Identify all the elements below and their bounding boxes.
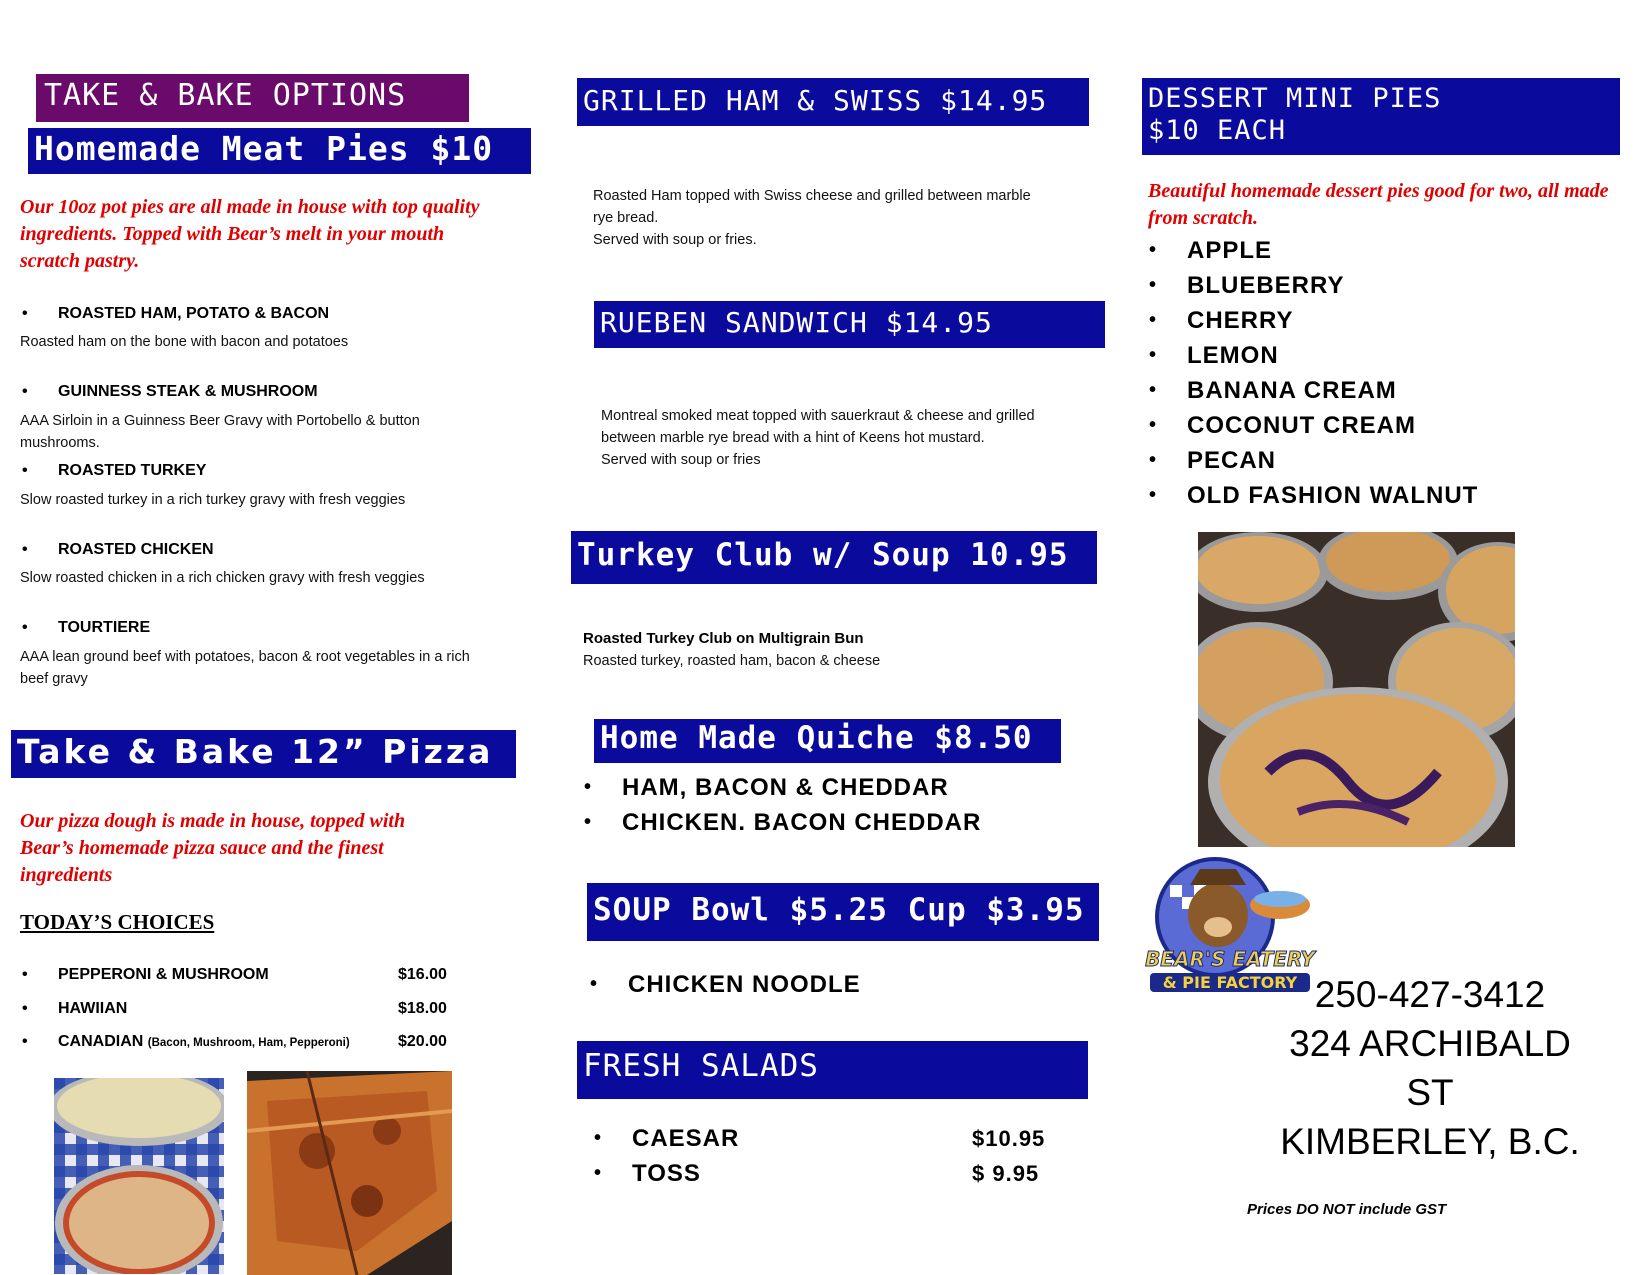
logo-text-2: & PIE FACTORY [1150, 973, 1310, 992]
mini-pies-icon [1198, 532, 1515, 847]
raw-pizzas-icon [54, 1078, 224, 1274]
meat-pies-intro: Our 10oz pot pies are all made in house with top quality ingredients. Topped with Bear’s melt in your mouth scratch pastry. [20, 196, 480, 272]
soup-banner [587, 883, 1099, 941]
dessert-intro: Beautiful homemade dessert pies good for two, all made from scratch. [1148, 180, 1609, 229]
soup-title: SOUP Bowl $5.25 Cup $3.95 [593, 892, 1085, 928]
quiche-item-2: • CHICKEN. BACON CHEDDAR [622, 805, 981, 840]
pie-item-2-desc: AAA Sirloin in a Guinness Beer Gravy with Portobello & button mushrooms. [20, 413, 420, 451]
dessert-item-8: • OLD FASHION WALNUT [1187, 478, 1478, 513]
pizza-banner [11, 730, 516, 778]
pizza-item-2-name: • HAWIIAN [58, 1000, 127, 1018]
meat-pies-banner [28, 128, 531, 174]
rueben-desc-line-2: between marble rye bread with a hint of Keens hot mustard. [601, 430, 985, 446]
ham-swiss-desc-line-3: Served with soup or fries. [593, 232, 757, 248]
turkey-club-desc: Roasted turkey, roasted ham, bacon & cheese [583, 653, 881, 669]
pie-item-3-desc: Slow roasted turkey in a rich turkey gravy with fresh veggies [20, 492, 406, 508]
pizza-item-3-name [58, 1033, 350, 1051]
salad-item-2-price: $ 9.95 [972, 1161, 1040, 1186]
contact-block [1260, 970, 1600, 1166]
address-line-1: 324 ARCHIBALD [1289, 1023, 1571, 1064]
ham-swiss-desc-line-1: Roasted Ham topped with Swiss cheese and grilled between marble [593, 188, 1031, 204]
meat-pies-title: Homemade Meat Pies $10 [34, 129, 494, 168]
salad-item-1-name: CAESAR [632, 1125, 740, 1152]
salad-item-2-name: TOSS [632, 1160, 701, 1187]
dessert-title-line-2: $10 EACH [1148, 115, 1287, 146]
soup-item-1: • CHICKEN NOODLE [628, 967, 861, 1002]
pie-item-5-desc: AAA lean ground beef with potatoes, bacon & root vegetables in a rich beef gravy [20, 649, 470, 687]
dessert-item-7: • PECAN [1187, 443, 1478, 478]
rueben-banner [594, 301, 1105, 348]
gst-note: Prices DO NOT include GST [1247, 1201, 1447, 1218]
pizza-item-1-price: $16.00 [398, 966, 447, 983]
turkey-club-title: Turkey Club w/ Soup 10.95 [577, 537, 1069, 573]
salads-title: FRESH SALADS [583, 1048, 819, 1084]
ham-swiss-banner [577, 78, 1089, 126]
pizza-item-1-name: • PEPPERONI & MUSHROOM [58, 966, 269, 984]
dessert-list [1187, 233, 1478, 513]
rueben-desc-line-3: Served with soup or fries [601, 452, 761, 468]
quiche-banner [594, 719, 1061, 763]
pizza-intro: Our pizza dough is made in house, topped with Bear’s homemade pizza sauce and the finest ingredients [20, 810, 406, 886]
ham-swiss-title: GRILLED HAM & SWISS $14.95 [583, 84, 1048, 117]
take-bake-options-banner [36, 74, 469, 122]
quiche-list [622, 770, 981, 840]
ham-swiss-desc [593, 185, 1073, 251]
baked-pizza-icon [247, 1071, 452, 1275]
take-bake-options-title: TAKE & BAKE OPTIONS [44, 78, 407, 113]
logo-text-1: BEAR'S EATERY [1145, 947, 1315, 971]
pizza-raw-photo [54, 1078, 224, 1274]
pizza-title: Take & Bake 12” Pizza [17, 732, 494, 771]
soup-list [628, 967, 861, 1002]
turkey-club-banner [571, 531, 1097, 584]
turkey-club-name: Roasted Turkey Club on Multigrain Bun [583, 630, 864, 647]
pizza-item-3-price: $20.00 [398, 1033, 447, 1050]
rueben-desc-line-1: Montreal smoked meat topped with sauerkraut & cheese and grilled [601, 408, 1035, 424]
dessert-item-5: • BANANA CREAM [1187, 373, 1478, 408]
pizza-baked-photo [247, 1071, 452, 1275]
pie-item-1-name: • ROASTED HAM, POTATO & BACON [58, 305, 329, 323]
salad-item-1 [632, 1121, 1052, 1156]
quiche-item-1: • HAM, BACON & CHEDDAR [622, 770, 981, 805]
salads-banner [577, 1041, 1088, 1099]
pie-item-2-name: • GUINNESS STEAK & MUSHROOM [58, 383, 318, 401]
todays-choices-heading: TODAY’S CHOICES [20, 910, 215, 934]
pie-item-5-name: • TOURTIERE [58, 619, 150, 637]
dessert-item-3: • CHERRY [1187, 303, 1478, 338]
pizza-item-2-price: $18.00 [398, 1000, 447, 1017]
dessert-item-2: • BLUEBERRY [1187, 268, 1478, 303]
address-line-3: KIMBERLEY, B.C. [1280, 1121, 1580, 1162]
rueben-title: RUEBEN SANDWICH $14.95 [600, 306, 993, 339]
pie-item-4-name: • ROASTED CHICKEN [58, 541, 214, 559]
pizza-item-3-note: (Bacon, Mushroom, Ham, Pepperoni) [147, 1037, 350, 1049]
quiche-title: Home Made Quiche $8.50 [600, 720, 1033, 756]
pizza-item-3-label: CANADIAN [58, 1033, 144, 1050]
rueben-desc [601, 405, 1081, 471]
salad-item-1-price: $10.95 [972, 1126, 1046, 1151]
dessert-item-4: • LEMON [1187, 338, 1478, 373]
pie-item-1-desc: Roasted ham on the bone with bacon and potatoes [20, 334, 349, 350]
salad-list [632, 1121, 1052, 1191]
address-line-2: ST [1406, 1072, 1454, 1113]
salad-item-2 [632, 1156, 1052, 1191]
pie-item-3-name: • ROASTED TURKEY [58, 462, 206, 480]
dessert-item-1: • APPLE [1187, 233, 1478, 268]
ham-swiss-desc-line-2: rye bread. [593, 210, 659, 226]
pie-item-4-desc: Slow roasted chicken in a rich chicken gravy with fresh veggies [20, 570, 425, 586]
dessert-banner [1142, 78, 1620, 155]
mini-pies-photo [1198, 532, 1515, 847]
dessert-item-6: • COCONUT CREAM [1187, 408, 1478, 443]
dessert-title-line-1: DESSERT MINI PIES [1148, 83, 1442, 114]
phone-number: 250-427-3412 [1314, 974, 1546, 1015]
